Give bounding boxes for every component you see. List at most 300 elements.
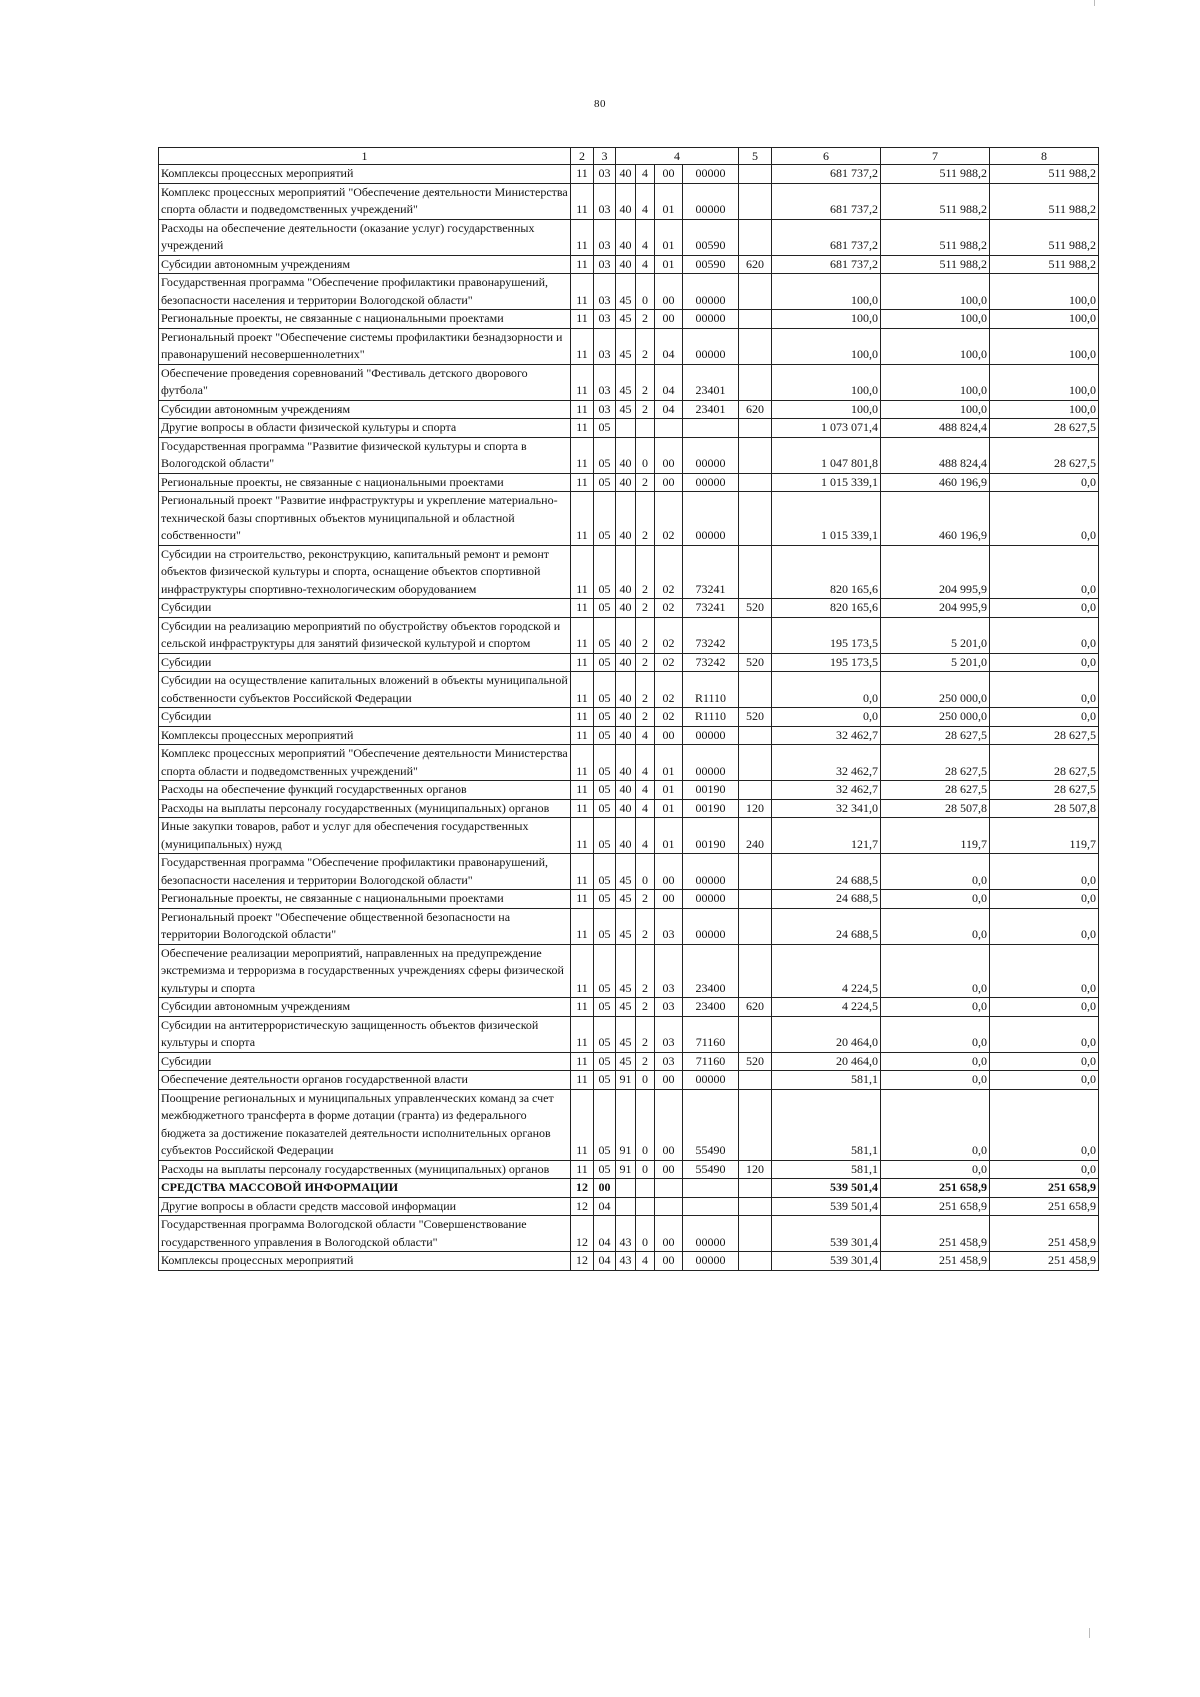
code-expense-type xyxy=(739,473,772,492)
code-subprogram: 4 xyxy=(636,745,655,781)
code-subprogram xyxy=(636,419,655,438)
table-row xyxy=(159,310,1099,329)
row-name: Комплекс процессных мероприятий "Обеспечение деятельности Министерства спорта области и подведомственных учреждений" xyxy=(159,183,571,219)
code-subprogram: 2 xyxy=(636,599,655,618)
row-name: Поощрение региональных и муниципальных управленческих команд за счет межбюджетного трансферта в форме дотации (гранта) из федерального бюджета за достижение показателей деятельности исполнительных органов субъектов Российской Федерации xyxy=(159,1089,571,1160)
code-section: 11 xyxy=(571,672,594,708)
amount-col7: 28 627,5 xyxy=(881,781,990,800)
table-row xyxy=(159,1052,1099,1071)
code-direction: 73242 xyxy=(683,653,739,672)
code-program: 40 xyxy=(616,492,636,546)
amount-col7: 100,0 xyxy=(881,400,990,419)
header-cell: 7 xyxy=(881,148,990,165)
amount-col6: 581,1 xyxy=(772,1160,881,1179)
table-row xyxy=(159,1071,1099,1090)
code-expense-type xyxy=(739,165,772,184)
code-program: 40 xyxy=(616,219,636,255)
amount-col6: 581,1 xyxy=(772,1089,881,1160)
amount-col6: 100,0 xyxy=(772,274,881,310)
amount-col6: 24 688,5 xyxy=(772,890,881,909)
code-direction: 23401 xyxy=(683,400,739,419)
amount-col7: 511 988,2 xyxy=(881,219,990,255)
code-expense-type xyxy=(739,1197,772,1216)
code-expense-type xyxy=(739,617,772,653)
table-body xyxy=(159,165,1099,1271)
code-expense-type xyxy=(739,492,772,546)
table-row xyxy=(159,419,1099,438)
code-activity: 00 xyxy=(655,310,683,329)
code-section: 11 xyxy=(571,599,594,618)
code-program: 91 xyxy=(616,1160,636,1179)
amount-col7: 0,0 xyxy=(881,998,990,1017)
code-activity: 02 xyxy=(655,492,683,546)
code-section: 11 xyxy=(571,726,594,745)
code-subsection: 05 xyxy=(594,1160,616,1179)
code-direction: 00000 xyxy=(683,1071,739,1090)
table-row xyxy=(159,255,1099,274)
amount-col8: 100,0 xyxy=(990,400,1099,419)
code-program: 91 xyxy=(616,1071,636,1090)
code-subsection: 05 xyxy=(594,781,616,800)
code-expense-type xyxy=(739,854,772,890)
code-subprogram: 0 xyxy=(636,1089,655,1160)
table-row xyxy=(159,400,1099,419)
table-row xyxy=(159,745,1099,781)
code-direction: 00000 xyxy=(683,437,739,473)
code-section: 11 xyxy=(571,492,594,546)
code-expense-type xyxy=(739,944,772,998)
code-section: 11 xyxy=(571,908,594,944)
code-activity: 00 xyxy=(655,1216,683,1252)
table-row xyxy=(159,328,1099,364)
code-expense-type: 620 xyxy=(739,400,772,419)
amount-col7: 460 196,9 xyxy=(881,492,990,546)
code-direction: 55490 xyxy=(683,1089,739,1160)
code-activity xyxy=(655,1197,683,1216)
code-program: 40 xyxy=(616,799,636,818)
amount-col7: 0,0 xyxy=(881,1052,990,1071)
code-subprogram: 4 xyxy=(636,255,655,274)
code-direction: 00000 xyxy=(683,1252,739,1271)
table-row xyxy=(159,944,1099,998)
code-expense-type xyxy=(739,274,772,310)
amount-col6: 539 301,4 xyxy=(772,1216,881,1252)
code-section: 11 xyxy=(571,400,594,419)
row-name: Государственная программа "Обеспечение профилактики правонарушений, безопасности населения и территории Вологодской области" xyxy=(159,854,571,890)
code-activity: 01 xyxy=(655,781,683,800)
code-activity xyxy=(655,1179,683,1198)
code-direction: 00000 xyxy=(683,726,739,745)
header-cell: 3 xyxy=(594,148,616,165)
amount-col7: 0,0 xyxy=(881,1089,990,1160)
table-row xyxy=(159,818,1099,854)
code-expense-type: 520 xyxy=(739,653,772,672)
code-subprogram xyxy=(636,1179,655,1198)
code-activity: 02 xyxy=(655,708,683,727)
amount-col7: 100,0 xyxy=(881,310,990,329)
amount-col8: 251 658,9 xyxy=(990,1197,1099,1216)
code-subprogram: 0 xyxy=(636,1160,655,1179)
code-subsection: 05 xyxy=(594,545,616,599)
amount-col7: 0,0 xyxy=(881,944,990,998)
table-row xyxy=(159,653,1099,672)
code-expense-type xyxy=(739,545,772,599)
code-expense-type: 620 xyxy=(739,998,772,1017)
code-activity: 00 xyxy=(655,1160,683,1179)
amount-col6: 4 224,5 xyxy=(772,944,881,998)
code-subsection: 05 xyxy=(594,617,616,653)
table-row xyxy=(159,219,1099,255)
row-name: Субсидии на строительство, реконструкцию, капитальный ремонт и ремонт объектов физической культуры и спорта, оснащение объектов спортивной инфраструктуры спортивно-технологическим оборудованием xyxy=(159,545,571,599)
row-name: Другие вопросы в области средств массовой информации xyxy=(159,1197,571,1216)
table-row xyxy=(159,998,1099,1017)
amount-col7: 488 824,4 xyxy=(881,419,990,438)
amount-col7: 511 988,2 xyxy=(881,255,990,274)
code-direction: 23400 xyxy=(683,998,739,1017)
code-section: 11 xyxy=(571,328,594,364)
amount-col6: 32 462,7 xyxy=(772,726,881,745)
code-activity: 00 xyxy=(655,890,683,909)
code-direction: 71160 xyxy=(683,1016,739,1052)
code-section: 11 xyxy=(571,818,594,854)
code-activity: 03 xyxy=(655,998,683,1017)
code-subsection: 05 xyxy=(594,890,616,909)
row-name: Субсидии xyxy=(159,599,571,618)
amount-col7: 250 000,0 xyxy=(881,672,990,708)
table-row xyxy=(159,708,1099,727)
code-subsection: 05 xyxy=(594,672,616,708)
code-section: 12 xyxy=(571,1197,594,1216)
code-direction xyxy=(683,1179,739,1198)
code-activity: 01 xyxy=(655,219,683,255)
code-activity: 04 xyxy=(655,400,683,419)
code-subprogram: 4 xyxy=(636,165,655,184)
amount-col6: 32 341,0 xyxy=(772,799,881,818)
amount-col7: 460 196,9 xyxy=(881,473,990,492)
code-subsection: 05 xyxy=(594,653,616,672)
code-section: 11 xyxy=(571,255,594,274)
row-name: Государственная программа "Развитие физической культуры и спорта в Вологодской области" xyxy=(159,437,571,473)
code-section: 11 xyxy=(571,310,594,329)
table-row xyxy=(159,437,1099,473)
code-program: 43 xyxy=(616,1216,636,1252)
code-activity: 01 xyxy=(655,183,683,219)
amount-col6: 32 462,7 xyxy=(772,781,881,800)
code-direction: 00000 xyxy=(683,908,739,944)
row-name: Комплексы процессных мероприятий xyxy=(159,165,571,184)
code-direction: 00000 xyxy=(683,310,739,329)
code-activity: 00 xyxy=(655,473,683,492)
code-program: 40 xyxy=(616,599,636,618)
code-program: 45 xyxy=(616,400,636,419)
code-section: 11 xyxy=(571,437,594,473)
code-section: 12 xyxy=(571,1252,594,1271)
code-program: 45 xyxy=(616,890,636,909)
code-subsection: 05 xyxy=(594,908,616,944)
row-name: Расходы на обеспечение функций государственных органов xyxy=(159,781,571,800)
amount-col6: 539 501,4 xyxy=(772,1197,881,1216)
amount-col6: 1 047 801,8 xyxy=(772,437,881,473)
row-name: Региональный проект "Обеспечение общественной безопасности на территории Вологодской области" xyxy=(159,908,571,944)
amount-col6: 539 501,4 xyxy=(772,1179,881,1198)
code-subprogram: 0 xyxy=(636,854,655,890)
row-name: Субсидии на реализацию мероприятий по обустройству объектов городской и сельской инфраструктуры для занятий физической культурой и спортом xyxy=(159,617,571,653)
amount-col8: 511 988,2 xyxy=(990,165,1099,184)
row-name: Обеспечение проведения соревнований "Фестиваль детского дворового футбола" xyxy=(159,364,571,400)
code-activity: 01 xyxy=(655,255,683,274)
row-name: Региональный проект "Развитие инфраструктуры и укрепление материально-технической базы спортивных объектов муниципальной и областной собственности" xyxy=(159,492,571,546)
code-expense-type xyxy=(739,1089,772,1160)
code-program: 40 xyxy=(616,437,636,473)
table-row xyxy=(159,672,1099,708)
code-program xyxy=(616,419,636,438)
code-direction: 00590 xyxy=(683,255,739,274)
code-expense-type: 240 xyxy=(739,818,772,854)
code-activity: 00 xyxy=(655,854,683,890)
row-name: Субсидии на антитеррористическую защищенность объектов физической культуры и спорта xyxy=(159,1016,571,1052)
code-activity: 00 xyxy=(655,1089,683,1160)
code-program: 43 xyxy=(616,1252,636,1271)
code-expense-type xyxy=(739,890,772,909)
amount-col8: 511 988,2 xyxy=(990,183,1099,219)
amount-col6: 32 462,7 xyxy=(772,745,881,781)
table-row xyxy=(159,492,1099,546)
amount-col7: 0,0 xyxy=(881,1071,990,1090)
code-direction: 00000 xyxy=(683,328,739,364)
code-activity: 01 xyxy=(655,799,683,818)
amount-col6: 681 737,2 xyxy=(772,219,881,255)
code-program: 45 xyxy=(616,310,636,329)
row-name: Расходы на выплаты персоналу государственных (муниципальных) органов xyxy=(159,1160,571,1179)
table-row xyxy=(159,890,1099,909)
amount-col8: 0,0 xyxy=(990,854,1099,890)
code-section: 12 xyxy=(571,1216,594,1252)
row-name: Комплексы процессных мероприятий xyxy=(159,726,571,745)
code-section: 11 xyxy=(571,364,594,400)
amount-col8: 0,0 xyxy=(990,545,1099,599)
amount-col7: 250 000,0 xyxy=(881,708,990,727)
table-row xyxy=(159,617,1099,653)
header-cell: 8 xyxy=(990,148,1099,165)
code-program: 45 xyxy=(616,274,636,310)
amount-col7: 251 658,9 xyxy=(881,1179,990,1198)
row-name: Государственная программа "Обеспечение профилактики правонарушений, безопасности населения и территории Вологодской области" xyxy=(159,274,571,310)
amount-col6: 100,0 xyxy=(772,328,881,364)
code-activity: 01 xyxy=(655,745,683,781)
code-activity: 00 xyxy=(655,726,683,745)
amount-col7: 28 507,8 xyxy=(881,799,990,818)
code-direction: 00000 xyxy=(683,473,739,492)
row-name: Комплексы процессных мероприятий xyxy=(159,1252,571,1271)
code-subprogram: 4 xyxy=(636,1252,655,1271)
amount-col6: 581,1 xyxy=(772,1071,881,1090)
table-row xyxy=(159,781,1099,800)
amount-col8: 0,0 xyxy=(990,473,1099,492)
code-activity: 04 xyxy=(655,364,683,400)
amount-col6: 820 165,6 xyxy=(772,599,881,618)
amount-col7: 488 824,4 xyxy=(881,437,990,473)
code-program: 40 xyxy=(616,726,636,745)
row-name: Субсидии xyxy=(159,708,571,727)
code-subprogram: 4 xyxy=(636,726,655,745)
code-expense-type xyxy=(739,1252,772,1271)
amount-col8: 0,0 xyxy=(990,599,1099,618)
code-activity: 03 xyxy=(655,908,683,944)
amount-col7: 28 627,5 xyxy=(881,726,990,745)
code-direction: 00190 xyxy=(683,781,739,800)
amount-col6: 0,0 xyxy=(772,672,881,708)
code-expense-type: 120 xyxy=(739,1160,772,1179)
amount-col8: 0,0 xyxy=(990,653,1099,672)
code-expense-type: 120 xyxy=(739,799,772,818)
row-name: Региональные проекты, не связанные с национальными проектами xyxy=(159,890,571,909)
amount-col7: 511 988,2 xyxy=(881,165,990,184)
code-direction: 00000 xyxy=(683,492,739,546)
code-activity xyxy=(655,419,683,438)
amount-col6: 539 301,4 xyxy=(772,1252,881,1271)
code-section: 11 xyxy=(571,745,594,781)
amount-col6: 681 737,2 xyxy=(772,165,881,184)
code-program: 45 xyxy=(616,1016,636,1052)
code-program: 45 xyxy=(616,908,636,944)
code-subprogram: 0 xyxy=(636,1071,655,1090)
amount-col8: 28 627,5 xyxy=(990,745,1099,781)
amount-col6: 681 737,2 xyxy=(772,255,881,274)
code-section: 11 xyxy=(571,1160,594,1179)
code-subprogram: 2 xyxy=(636,890,655,909)
table-row xyxy=(159,1197,1099,1216)
amount-col7: 204 995,9 xyxy=(881,545,990,599)
amount-col8: 0,0 xyxy=(990,672,1099,708)
amount-col6: 195 173,5 xyxy=(772,653,881,672)
code-direction: 23400 xyxy=(683,944,739,998)
amount-col6: 100,0 xyxy=(772,364,881,400)
code-activity: 02 xyxy=(655,653,683,672)
row-name: Расходы на выплаты персоналу государственных (муниципальных) органов xyxy=(159,799,571,818)
table-row xyxy=(159,183,1099,219)
amount-col6: 20 464,0 xyxy=(772,1016,881,1052)
code-direction: 00000 xyxy=(683,165,739,184)
code-expense-type xyxy=(739,672,772,708)
code-section: 11 xyxy=(571,274,594,310)
code-subprogram: 4 xyxy=(636,781,655,800)
code-subsection: 05 xyxy=(594,799,616,818)
code-activity: 02 xyxy=(655,545,683,599)
code-subsection: 00 xyxy=(594,1179,616,1198)
code-subsection: 05 xyxy=(594,708,616,727)
code-direction xyxy=(683,419,739,438)
code-expense-type xyxy=(739,419,772,438)
amount-col6: 100,0 xyxy=(772,400,881,419)
code-direction: R1110 xyxy=(683,708,739,727)
amount-col6: 100,0 xyxy=(772,310,881,329)
code-section: 11 xyxy=(571,617,594,653)
amount-col8: 28 627,5 xyxy=(990,437,1099,473)
code-activity: 03 xyxy=(655,944,683,998)
amount-col8: 28 627,5 xyxy=(990,419,1099,438)
amount-col8: 0,0 xyxy=(990,617,1099,653)
code-section: 11 xyxy=(571,653,594,672)
amount-col6: 4 224,5 xyxy=(772,998,881,1017)
code-section: 11 xyxy=(571,1089,594,1160)
code-expense-type xyxy=(739,908,772,944)
code-activity: 03 xyxy=(655,1052,683,1071)
code-expense-type xyxy=(739,1071,772,1090)
amount-col8: 100,0 xyxy=(990,274,1099,310)
table-row xyxy=(159,599,1099,618)
code-program: 40 xyxy=(616,818,636,854)
row-name: Другие вопросы в области физической культуры и спорта xyxy=(159,419,571,438)
amount-col7: 28 627,5 xyxy=(881,745,990,781)
code-program: 45 xyxy=(616,1052,636,1071)
code-subsection: 03 xyxy=(594,400,616,419)
table-row xyxy=(159,165,1099,184)
amount-col7: 204 995,9 xyxy=(881,599,990,618)
code-subsection: 05 xyxy=(594,1089,616,1160)
code-subprogram: 2 xyxy=(636,310,655,329)
amount-col6: 681 737,2 xyxy=(772,183,881,219)
code-expense-type xyxy=(739,310,772,329)
amount-col8: 0,0 xyxy=(990,492,1099,546)
code-program: 40 xyxy=(616,255,636,274)
amount-col7: 0,0 xyxy=(881,854,990,890)
amount-col8: 0,0 xyxy=(990,944,1099,998)
table-row xyxy=(159,799,1099,818)
code-subsection: 04 xyxy=(594,1197,616,1216)
page-number: 80 xyxy=(594,98,606,110)
amount-col8: 0,0 xyxy=(990,908,1099,944)
table-row xyxy=(159,854,1099,890)
code-direction: 00000 xyxy=(683,1216,739,1252)
code-direction: 00190 xyxy=(683,799,739,818)
code-subsection: 05 xyxy=(594,599,616,618)
row-name: Региональный проект "Обеспечение системы профилактики безнадзорности и правонарушений несовершеннолетних" xyxy=(159,328,571,364)
code-expense-type xyxy=(739,781,772,800)
amount-col8: 28 507,8 xyxy=(990,799,1099,818)
code-subprogram: 2 xyxy=(636,617,655,653)
amount-col7: 5 201,0 xyxy=(881,617,990,653)
code-program: 40 xyxy=(616,545,636,599)
code-program xyxy=(616,1197,636,1216)
code-subprogram: 2 xyxy=(636,998,655,1017)
amount-col6: 20 464,0 xyxy=(772,1052,881,1071)
code-subsection: 05 xyxy=(594,1016,616,1052)
code-subsection: 03 xyxy=(594,255,616,274)
code-program: 40 xyxy=(616,708,636,727)
row-name: Субсидии автономным учреждениям xyxy=(159,255,571,274)
code-direction: 55490 xyxy=(683,1160,739,1179)
header-cell: 2 xyxy=(571,148,594,165)
code-direction: 00000 xyxy=(683,274,739,310)
code-activity: 02 xyxy=(655,599,683,618)
code-direction: R1110 xyxy=(683,672,739,708)
code-expense-type xyxy=(739,726,772,745)
code-section: 11 xyxy=(571,183,594,219)
amount-col7: 100,0 xyxy=(881,274,990,310)
code-subsection: 05 xyxy=(594,419,616,438)
code-section: 11 xyxy=(571,708,594,727)
code-expense-type xyxy=(739,1179,772,1198)
code-section: 11 xyxy=(571,1071,594,1090)
code-subsection: 05 xyxy=(594,998,616,1017)
code-program: 40 xyxy=(616,165,636,184)
code-subprogram: 4 xyxy=(636,183,655,219)
header-row xyxy=(159,148,1099,165)
amount-col6: 24 688,5 xyxy=(772,854,881,890)
amount-col7: 251 658,9 xyxy=(881,1197,990,1216)
code-subsection: 05 xyxy=(594,854,616,890)
code-section: 11 xyxy=(571,890,594,909)
